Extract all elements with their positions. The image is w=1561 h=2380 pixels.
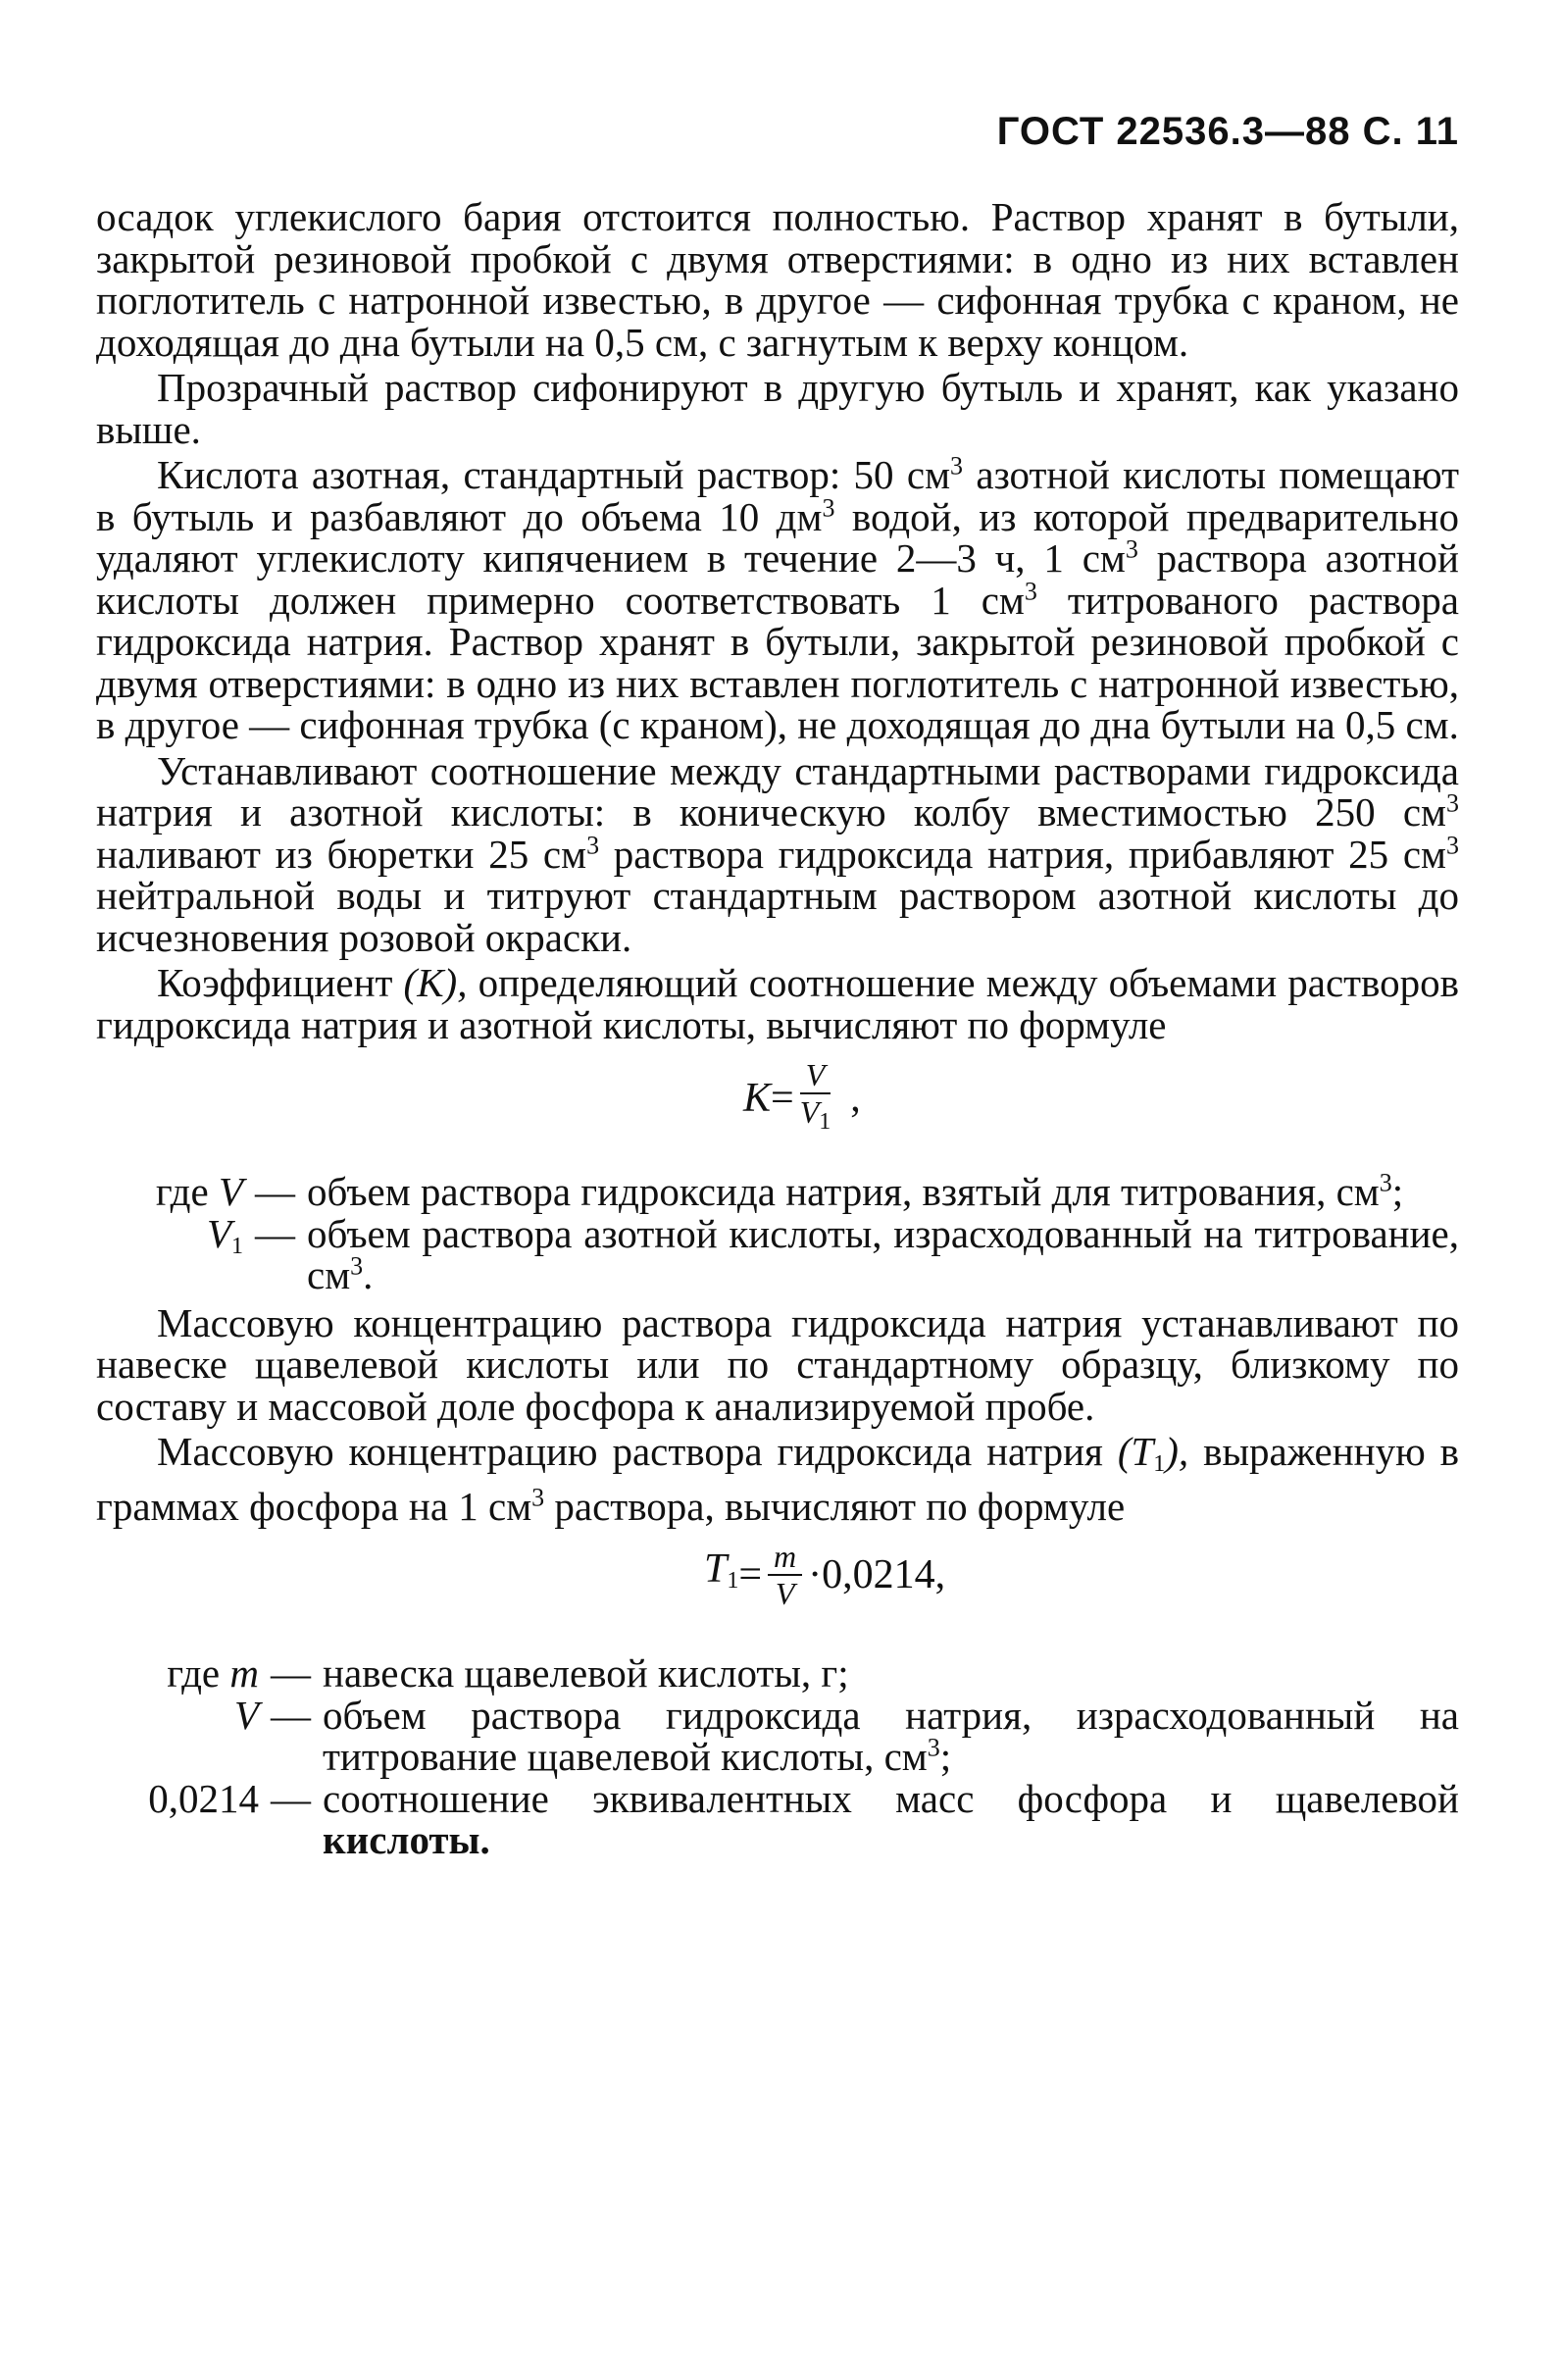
paragraph-2: Прозрачный раствор сифонируют в другую бутыль и хранят, как указано выше.	[96, 365, 1459, 452]
text-run: раствора гидроксида натрия, прибавляют 25 см	[599, 831, 1447, 877]
paragraph-4	[96, 747, 1460, 960]
body-text	[96, 196, 1459, 1867]
denominator-symbol: V	[799, 1094, 820, 1130]
dash: —	[255, 1169, 295, 1214]
formula-k	[96, 1049, 1459, 1165]
text-run-bold: кислоты.	[323, 1817, 490, 1862]
superscript: 3	[950, 451, 964, 481]
text-run: Коэффициент	[157, 960, 404, 1005]
superscript: 3	[350, 1251, 364, 1281]
superscript: 3	[927, 1733, 940, 1762]
text-run: Кислота азотная, стандартный раствор: 50 см	[157, 452, 951, 497]
text-run: водой, из которой предварительно удаляют углекислоту кипячением в течение 2—3 ч, 1 см	[96, 493, 1459, 581]
paragraph-5	[96, 962, 1459, 1045]
dash: —	[271, 1650, 311, 1696]
text-run: ;	[939, 1734, 952, 1779]
text-run: объем раствора гидроксида натрия, взятый для титрования, см	[307, 1169, 1380, 1214]
definition-label	[96, 1210, 255, 1268]
subscript: 1	[727, 1567, 739, 1594]
definition-row	[96, 1692, 1459, 1779]
text-run-italic: (K),	[403, 960, 468, 1005]
definition-label	[96, 1692, 271, 1738]
formula-tail: ·0,0214,	[808, 1551, 946, 1597]
fraction	[768, 1539, 802, 1611]
formula-eq: =	[771, 1075, 794, 1121]
formula-lhs	[704, 1545, 739, 1602]
paragraph-7	[96, 1431, 1459, 1527]
formula-k-expression	[743, 1057, 861, 1139]
fraction-numerator: m	[768, 1539, 802, 1576]
text-run-italic: (T	[1117, 1429, 1154, 1474]
fraction-numerator: V	[800, 1057, 831, 1094]
symbol: V	[206, 1210, 231, 1256]
superscript: 3	[586, 830, 600, 859]
dash: —	[271, 1692, 311, 1738]
formula-eq: =	[738, 1551, 763, 1597]
subscript: 1	[231, 1233, 243, 1259]
intro-word: где	[167, 1650, 221, 1696]
text-run: определяющий соотношение между объемами растворов гидроксида натрия и азотной кислоты, вычисляют по формуле	[96, 960, 1459, 1047]
superscript: 3	[1379, 1168, 1392, 1197]
fraction	[800, 1057, 831, 1139]
symbol: V	[233, 1692, 259, 1738]
fraction-denominator: V	[775, 1576, 795, 1611]
text-run: наливают из бюретки 25 см	[96, 831, 587, 877]
formula-t1-expression	[704, 1539, 945, 1611]
text-run: Массовую концентрацию раствора гидроксида натрия	[157, 1429, 1118, 1474]
fraction-denominator	[800, 1094, 831, 1139]
superscript: 3	[1125, 534, 1138, 564]
text-run: раствора азотной кислоты должен примерно соответствовать 1 см	[96, 535, 1459, 623]
symbol: V	[218, 1169, 243, 1214]
definitions-k	[96, 1168, 1459, 1297]
definition-text	[323, 1692, 1459, 1779]
superscript: 3	[531, 1482, 545, 1511]
definition-text: навеска щавелевой кислоты, г;	[323, 1650, 849, 1696]
superscript: 3	[1446, 788, 1459, 818]
paragraph-6: Массовую концентрацию раствора гидроксида натрия устанавливают по навеске щавелевой кислоты или по стандартному образцу, близкому по составу и массовой доле фосфора к анализируемой пробе.	[96, 1299, 1459, 1429]
definition-label: 0,0214	[148, 1775, 259, 1821]
definition-text	[307, 1168, 1459, 1214]
paragraph-1: осадок углекислого бария отстоится полностью. Раствор хранят в бутыли, закрытой резиновой пробкой с двумя отверстиями: в одно из них вставлен поглотитель с натронной известью, в другое — сифонная трубка с краном, не доходящая до дна бутыли на 0,5 см, с загнутым к верху концом.	[96, 194, 1459, 365]
text-run: выраженную в граммах фосфора на 1 см	[96, 1429, 1459, 1529]
subscript: 1	[1153, 1451, 1166, 1477]
dash: —	[271, 1775, 311, 1821]
formula-lhs: K	[743, 1075, 772, 1121]
definition-row	[96, 1775, 1459, 1862]
intro-word: где	[155, 1169, 209, 1214]
definition-row	[96, 1210, 1459, 1297]
subscript: 1	[819, 1109, 831, 1135]
text-run: объем раствора азотной кислоты, израсходованный на титрование, см	[307, 1210, 1459, 1297]
text-run: Устанавливают соотношение между стандартными растворами гидроксида натрия и азотной кислоты: в коническую колбу вместимостью 250 см	[96, 747, 1459, 835]
text-run: раствора, вычисляют по формуле	[544, 1483, 1126, 1529]
definition-text	[307, 1210, 1459, 1297]
definition-row	[96, 1652, 1459, 1695]
superscript: 3	[822, 492, 835, 522]
superscript: 3	[1446, 830, 1460, 859]
text-run: .	[363, 1252, 374, 1297]
definition-label	[96, 1171, 255, 1213]
definitions-t1	[96, 1652, 1459, 1861]
definition-row	[96, 1168, 1459, 1214]
page-header: ГОСТ 22536.3—88 С. 11	[996, 110, 1459, 153]
superscript: 3	[1024, 576, 1037, 605]
formula-t1	[96, 1531, 1459, 1646]
dash: —	[255, 1210, 295, 1256]
text-run: объем раствора гидроксида натрия, израсходованный на титрование щавелевой кислоты, см	[323, 1692, 1459, 1779]
symbol: m	[229, 1650, 259, 1696]
definition-text	[323, 1775, 1459, 1862]
text-run: нейтральной воды и титруют стандартным раствором азотной кислоты до исчезновения розовой окраски.	[96, 873, 1459, 960]
text-run: соотношение эквивалентных масс фосфора и щавелевой	[323, 1775, 1459, 1821]
paragraph-3	[96, 451, 1459, 747]
definition-label	[96, 1652, 271, 1695]
text-run-italic: ),	[1165, 1429, 1189, 1474]
text-run: титрованого раствора гидроксида натрия. Раствор хранят в бутыли, закрытой резиновой пробкой с двумя отверстиями: в одно из них вставлен поглотитель с натронной известью, в другое — сифонная трубка (с краном), не доходящая до дна бутыли на 0,5 см.	[96, 577, 1459, 747]
formula-tail: ,	[850, 1075, 861, 1121]
lhs-symbol: T	[704, 1545, 728, 1592]
text-run: азотной кислоты помещают в бутыль и разбавляют до объема 10 дм	[96, 452, 1459, 539]
text-run: ;	[1391, 1169, 1404, 1214]
